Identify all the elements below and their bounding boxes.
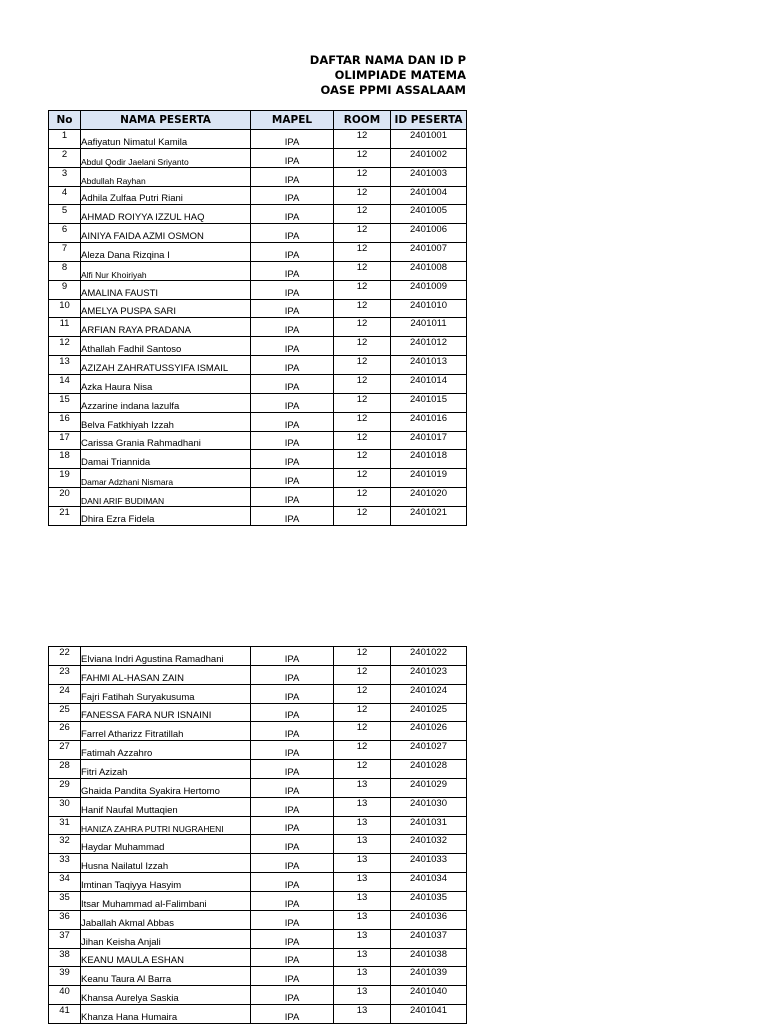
row-number: 12 (49, 337, 81, 356)
subject: IPA (251, 929, 334, 948)
subject: IPA (251, 778, 334, 797)
table-row (49, 722, 467, 741)
participant-name: AMALINA FAUSTI (81, 280, 251, 299)
room-number: 12 (334, 760, 391, 779)
room-number: 13 (334, 797, 391, 816)
row-number: 34 (49, 873, 81, 892)
participant-name: Itsar Muhammad al-Falimbani (81, 891, 251, 910)
room-number: 13 (334, 929, 391, 948)
participant-name: Fajri Fatihah Suryakusuma (81, 684, 251, 703)
subject: IPA (251, 760, 334, 779)
room-number: 12 (334, 299, 391, 318)
table-row (49, 873, 467, 892)
table-row (49, 318, 467, 337)
participant-id: 2401008 (391, 261, 467, 280)
room-number: 12 (334, 374, 391, 393)
room-number: 13 (334, 778, 391, 797)
subject: IPA (251, 741, 334, 760)
room-number: 12 (334, 647, 391, 666)
participant-id: 2401014 (391, 374, 467, 393)
table-row (49, 816, 467, 835)
participant-id: 2401024 (391, 684, 467, 703)
row-number: 10 (49, 299, 81, 318)
row-number: 25 (49, 703, 81, 722)
participant-id: 2401003 (391, 167, 467, 186)
table-row (49, 986, 467, 1005)
table-row (49, 261, 467, 280)
room-number: 12 (334, 665, 391, 684)
subject: IPA (251, 130, 334, 149)
participant-id: 2401005 (391, 205, 467, 224)
subject: IPA (251, 647, 334, 666)
row-number: 35 (49, 891, 81, 910)
participant-name: Ghaida Pandita Syakira Hertomo (81, 778, 251, 797)
participant-id: 2401002 (391, 148, 467, 167)
row-number: 22 (49, 647, 81, 666)
room-number: 12 (334, 148, 391, 167)
table-row (49, 356, 467, 375)
table-row (49, 760, 467, 779)
subject: IPA (251, 703, 334, 722)
participant-name: Abdullah Rayhan (81, 167, 251, 186)
subject: IPA (251, 431, 334, 450)
table-row (49, 929, 467, 948)
participant-id: 2401001 (391, 130, 467, 149)
room-number: 12 (334, 469, 391, 488)
participant-name: Athallah Fadhil Santoso (81, 337, 251, 356)
col-header-no: No (49, 111, 81, 130)
participant-id: 2401012 (391, 337, 467, 356)
participant-name: DANI ARIF BUDIMAN (81, 488, 251, 507)
row-number: 36 (49, 910, 81, 929)
room-number: 13 (334, 873, 391, 892)
room-number: 12 (334, 703, 391, 722)
row-number: 40 (49, 986, 81, 1005)
subject: IPA (251, 1005, 334, 1024)
participant-name: Belva Fatkhiyah Izzah (81, 412, 251, 431)
participant-name: Damar Adzhani Nismara (81, 469, 251, 488)
room-number: 12 (334, 130, 391, 149)
participant-id: 2401037 (391, 929, 467, 948)
table-row (49, 910, 467, 929)
table-row (49, 835, 467, 854)
participant-id: 2401030 (391, 797, 467, 816)
participant-name: Jihan Keisha Anjali (81, 929, 251, 948)
table-row (49, 431, 467, 450)
table-row (49, 703, 467, 722)
table-row (49, 243, 467, 262)
participant-name: Azka Haura Nisa (81, 374, 251, 393)
row-number: 31 (49, 816, 81, 835)
participant-table-1 (48, 110, 467, 526)
table-row (49, 778, 467, 797)
table-row (49, 130, 467, 149)
subject: IPA (251, 318, 334, 337)
room-number: 12 (334, 337, 391, 356)
room-number: 13 (334, 835, 391, 854)
row-number: 29 (49, 778, 81, 797)
subject: IPA (251, 854, 334, 873)
participant-id: 2401004 (391, 186, 467, 205)
room-number: 13 (334, 854, 391, 873)
participant-name: ARFIAN RAYA PRADANA (81, 318, 251, 337)
table-row (49, 684, 467, 703)
participant-name: AZIZAH ZAHRATUSSYIFA ISMAIL (81, 356, 251, 375)
row-number: 11 (49, 318, 81, 337)
subject: IPA (251, 224, 334, 243)
room-number: 13 (334, 948, 391, 967)
row-number: 27 (49, 741, 81, 760)
doc-title-line-2: OLIMPIADE MATEMA (334, 68, 466, 82)
room-number: 12 (334, 280, 391, 299)
subject: IPA (251, 910, 334, 929)
participant-id: 2401034 (391, 873, 467, 892)
table-2-body (49, 647, 467, 1024)
subject: IPA (251, 816, 334, 835)
subject: IPA (251, 280, 334, 299)
table-row (49, 337, 467, 356)
table-row (49, 148, 467, 167)
col-header-name: NAMA PESERTA (81, 111, 251, 130)
col-header-id: ID PESERTA (391, 111, 467, 130)
participant-id: 2401015 (391, 393, 467, 412)
table-header-row (49, 111, 467, 130)
row-number: 9 (49, 280, 81, 299)
table-row (49, 280, 467, 299)
row-number: 14 (49, 374, 81, 393)
participant-id: 2401020 (391, 488, 467, 507)
participant-name: AINIYA FAIDA AZMI OSMON (81, 224, 251, 243)
participant-name: AMELYA PUSPA SARI (81, 299, 251, 318)
row-number: 39 (49, 967, 81, 986)
room-number: 12 (334, 261, 391, 280)
participant-id: 2401009 (391, 280, 467, 299)
table-1-body (49, 130, 467, 526)
participant-id: 2401017 (391, 431, 467, 450)
table-row (49, 412, 467, 431)
participant-id: 2401011 (391, 318, 467, 337)
row-number: 8 (49, 261, 81, 280)
participant-name: Khanza Hana Humaira (81, 1005, 251, 1024)
room-number: 12 (334, 506, 391, 525)
row-number: 30 (49, 797, 81, 816)
participant-id: 2401027 (391, 741, 467, 760)
subject: IPA (251, 722, 334, 741)
participant-name: Elviana Indri Agustina Ramadhani (81, 647, 251, 666)
subject: IPA (251, 948, 334, 967)
row-number: 16 (49, 412, 81, 431)
subject: IPA (251, 412, 334, 431)
participant-name: FAHMI AL-HASAN ZAIN (81, 665, 251, 684)
table-row (49, 854, 467, 873)
doc-title-line-1: DAFTAR NAMA DAN ID P (309, 53, 466, 67)
participant-id: 2401039 (391, 967, 467, 986)
row-number: 5 (49, 205, 81, 224)
participant-id: 2401013 (391, 356, 467, 375)
participant-name: Haydar Muhammad (81, 835, 251, 854)
room-number: 12 (334, 412, 391, 431)
participant-name: Jaballah Akmal Abbas (81, 910, 251, 929)
subject: IPA (251, 167, 334, 186)
room-number: 12 (334, 205, 391, 224)
subject: IPA (251, 873, 334, 892)
row-number: 21 (49, 506, 81, 525)
participant-id: 2401010 (391, 299, 467, 318)
participant-name: KEANU MAULA ESHAN (81, 948, 251, 967)
row-number: 37 (49, 929, 81, 948)
table-row (49, 393, 467, 412)
subject: IPA (251, 450, 334, 469)
room-number: 12 (334, 722, 391, 741)
participant-id: 2401026 (391, 722, 467, 741)
participant-id: 2401038 (391, 948, 467, 967)
participant-id: 2401032 (391, 835, 467, 854)
participant-id: 2401016 (391, 412, 467, 431)
participant-name: Khansa Aurelya Saskia (81, 986, 251, 1005)
participant-name: Husna Nailatul Izzah (81, 854, 251, 873)
subject: IPA (251, 469, 334, 488)
participant-name: Carissa Grania Rahmadhani (81, 431, 251, 450)
room-number: 13 (334, 1005, 391, 1024)
room-number: 12 (334, 450, 391, 469)
room-number: 12 (334, 356, 391, 375)
room-number: 12 (334, 318, 391, 337)
row-number: 2 (49, 148, 81, 167)
subject: IPA (251, 186, 334, 205)
participant-name: Aleza Dana Rizqina I (81, 243, 251, 262)
subject: IPA (251, 986, 334, 1005)
subject: IPA (251, 506, 334, 525)
participant-name: Hanif Naufal Muttaqien (81, 797, 251, 816)
subject: IPA (251, 356, 334, 375)
row-number: 20 (49, 488, 81, 507)
room-number: 12 (334, 243, 391, 262)
row-number: 18 (49, 450, 81, 469)
table-row (49, 967, 467, 986)
room-number: 12 (334, 393, 391, 412)
row-number: 23 (49, 665, 81, 684)
doc-title-line-3: OASE PPMI ASSALAAM (320, 83, 466, 97)
subject: IPA (251, 393, 334, 412)
room-number: 12 (334, 186, 391, 205)
subject: IPA (251, 299, 334, 318)
table-row (49, 167, 467, 186)
room-number: 12 (334, 167, 391, 186)
participant-name: AHMAD ROIYYA IZZUL HAQ (81, 205, 251, 224)
subject: IPA (251, 243, 334, 262)
row-number: 4 (49, 186, 81, 205)
col-header-room: ROOM (334, 111, 391, 130)
subject: IPA (251, 205, 334, 224)
participant-name: Alfi Nur Khoiriyah (81, 261, 251, 280)
participant-name: Adhila Zulfaa Putri Riani (81, 186, 251, 205)
participant-name: Farrel Atharizz Fitratillah (81, 722, 251, 741)
participant-id: 2401007 (391, 243, 467, 262)
table-row (49, 506, 467, 525)
row-number: 6 (49, 224, 81, 243)
room-number: 13 (334, 910, 391, 929)
row-number: 24 (49, 684, 81, 703)
row-number: 32 (49, 835, 81, 854)
participant-name: FANESSA FARA NUR ISNAINI (81, 703, 251, 722)
table-row (49, 224, 467, 243)
subject: IPA (251, 488, 334, 507)
participant-name: Imtinan Taqiyya Hasyim (81, 873, 251, 892)
room-number: 12 (334, 741, 391, 760)
row-number: 1 (49, 130, 81, 149)
row-number: 33 (49, 854, 81, 873)
participant-name: Fatimah Azzahro (81, 741, 251, 760)
subject: IPA (251, 337, 334, 356)
row-number: 26 (49, 722, 81, 741)
table-row (49, 205, 467, 224)
subject: IPA (251, 797, 334, 816)
row-number: 41 (49, 1005, 81, 1024)
participant-id: 2401006 (391, 224, 467, 243)
table-row (49, 299, 467, 318)
participant-name: Fitri Azizah (81, 760, 251, 779)
participant-table-2 (48, 646, 467, 1024)
participant-id: 2401022 (391, 647, 467, 666)
table-row (49, 741, 467, 760)
row-number: 17 (49, 431, 81, 450)
participant-id: 2401035 (391, 891, 467, 910)
participant-id: 2401029 (391, 778, 467, 797)
participant-name: Abdul Qodir Jaelani Sriyanto (81, 148, 251, 167)
subject: IPA (251, 835, 334, 854)
table-row (49, 450, 467, 469)
row-number: 13 (49, 356, 81, 375)
participant-name: Aafiyatun Nimatul Kamila (81, 130, 251, 149)
subject: IPA (251, 374, 334, 393)
room-number: 13 (334, 986, 391, 1005)
row-number: 7 (49, 243, 81, 262)
participant-id: 2401023 (391, 665, 467, 684)
table-row (49, 186, 467, 205)
participant-id: 2401033 (391, 854, 467, 873)
participant-name: Dhira Ezra Fidela (81, 506, 251, 525)
table-row (49, 374, 467, 393)
row-number: 38 (49, 948, 81, 967)
participant-name: Damai Triannida (81, 450, 251, 469)
col-header-mapel: MAPEL (251, 111, 334, 130)
participant-id: 2401025 (391, 703, 467, 722)
room-number: 12 (334, 488, 391, 507)
subject: IPA (251, 967, 334, 986)
subject: IPA (251, 148, 334, 167)
room-number: 13 (334, 816, 391, 835)
row-number: 19 (49, 469, 81, 488)
table-row (49, 948, 467, 967)
participant-id: 2401021 (391, 506, 467, 525)
room-number: 12 (334, 224, 391, 243)
row-number: 28 (49, 760, 81, 779)
table-row (49, 488, 467, 507)
room-number: 12 (334, 684, 391, 703)
participant-name: Azzarine indana lazulfa (81, 393, 251, 412)
participant-id: 2401018 (391, 450, 467, 469)
table-row (49, 1005, 467, 1024)
participant-id: 2401028 (391, 760, 467, 779)
participant-id: 2401036 (391, 910, 467, 929)
participant-name: Keanu Taura Al Barra (81, 967, 251, 986)
table-row (49, 665, 467, 684)
table-row (49, 891, 467, 910)
row-number: 15 (49, 393, 81, 412)
participant-id: 2401040 (391, 986, 467, 1005)
table-row (49, 797, 467, 816)
subject: IPA (251, 684, 334, 703)
subject: IPA (251, 261, 334, 280)
participant-id: 2401031 (391, 816, 467, 835)
participant-name: HANIZA ZAHRA PUTRI NUGRAHENI (81, 816, 251, 835)
room-number: 12 (334, 431, 391, 450)
participant-id: 2401041 (391, 1005, 467, 1024)
participant-id: 2401019 (391, 469, 467, 488)
row-number: 3 (49, 167, 81, 186)
room-number: 13 (334, 967, 391, 986)
table-row (49, 469, 467, 488)
subject: IPA (251, 665, 334, 684)
table-row (49, 647, 467, 666)
subject: IPA (251, 891, 334, 910)
room-number: 13 (334, 891, 391, 910)
